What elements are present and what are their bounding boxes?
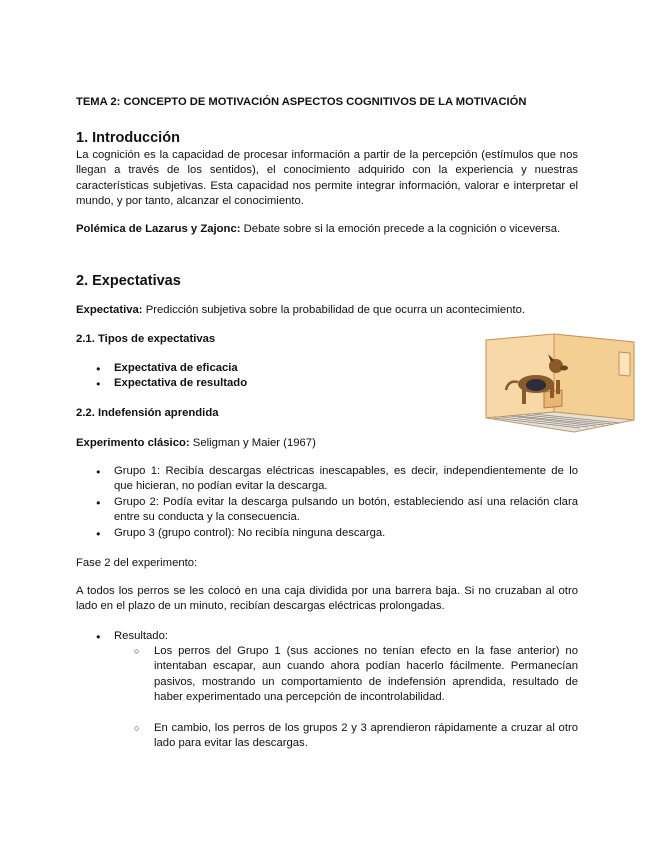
list-item: ○ En cambio, los perros de los grupos 2 y 3 aprendieron rápidamente a cruzar al otro lado para evitar las descargas. xyxy=(76,721,578,752)
experiment-text: Seligman y Maier (1967) xyxy=(189,437,316,449)
shuttle-box-dog-illustration xyxy=(484,332,637,434)
phase2-label: Fase 2 del experimento: xyxy=(76,557,198,569)
expectativa-definition xyxy=(76,303,578,318)
result-list xyxy=(76,629,578,644)
box-back-wall xyxy=(554,334,634,420)
list-item: ● Expectativa de resultado xyxy=(76,376,456,391)
polemica-paragraph xyxy=(76,222,578,237)
expectativa-label: Expectativa: xyxy=(76,304,143,316)
list-item: ● Grupo 2: Podía evitar la descarga pulsando un botón, estableciendo así una relación clara entre su conducta y la consecuencia. xyxy=(76,495,578,526)
phase2-paragraph: A todos los perros se les colocó en una caja dividida por una barrera baja. Si no cruzaban al otro lado en el plazo de un minuto, recibían descargas eléctricas prolongadas. xyxy=(76,585,578,613)
box-panel xyxy=(619,352,630,376)
indefension-heading: 2.2. Indefensión aprendida xyxy=(76,407,219,419)
expectativa-text: Predicción subjetiva sobre la probabilidad de que ocurra un acontecimiento. xyxy=(142,304,526,316)
list-item: ● Grupo 3 (grupo control): No recibía ninguna descarga. xyxy=(76,526,578,541)
results-sublist xyxy=(76,644,578,706)
results-sublist-2 xyxy=(76,721,578,752)
list-item: ○ Los perros del Grupo 1 (sus acciones no tenían efecto en la fase anterior) no intentaban escapar, aun cuando ahora podían hacerlo fácilmente. Permanecían pasivos, mostrando un comportamiento de indefensión aprendida, resultado de haber experimentado una percepción de incontrolabilidad. xyxy=(76,644,578,706)
groups-list xyxy=(76,464,578,541)
section-1-heading: 1. Introducción xyxy=(76,130,180,146)
intro-paragraph: La cognición es la capacidad de procesar información a partir de la percepción (estímulos que nos llegan a través de los sentidos), el conocimiento adquirido con la experiencia y nuestras características subjetivas. Esta capacidad nos permite integrar información, valorar e interpretar el mundo, y por tanto, alcanzar el conocimiento. xyxy=(76,149,578,208)
list-item: ● Resultado: xyxy=(76,629,578,644)
polemica-label: Polémica de Lazarus y Zajonc: xyxy=(76,223,241,235)
list-item: ● Expectativa de eficacia xyxy=(76,361,456,376)
section-2-heading: 2. Expectativas xyxy=(76,273,181,289)
list-item: ● Grupo 1: Recibía descargas eléctricas inescapables, es decir, independientemente de lo que hicieran, no podían evitar la descarga. xyxy=(76,464,578,495)
experiment-line xyxy=(76,436,578,451)
document-title: TEMA 2: CONCEPTO DE MOTIVACIÓN ASPECTOS COGNITIVOS DE LA MOTIVACIÓN xyxy=(76,96,527,108)
types-list xyxy=(76,361,456,392)
experiment-label: Experimento clásico: xyxy=(76,437,190,449)
types-heading: 2.1. Tipos de expectativas xyxy=(76,333,216,345)
polemica-text: Debate sobre si la emoción precede a la cognición o viceversa. xyxy=(240,223,561,235)
